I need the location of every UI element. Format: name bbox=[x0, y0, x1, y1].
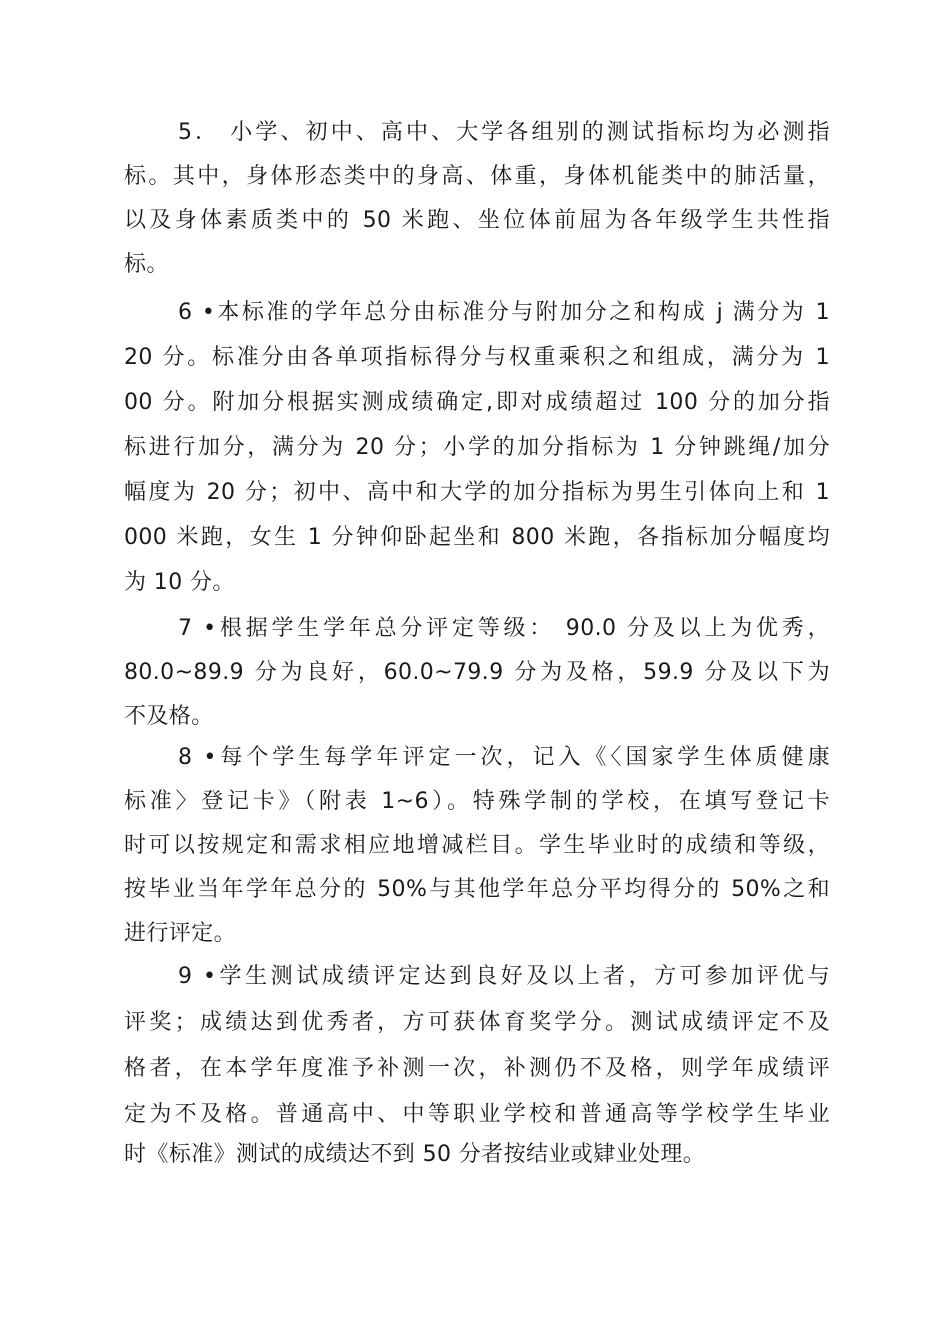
text-line: 时《标准》测试的成绩达不到 50 分者按结业或肄业处理。 bbox=[124, 1142, 706, 1167]
text-line: 进行评定。 bbox=[124, 921, 237, 946]
text-line: 7 •根据学生学年总分评定等级： 90.0 分及以上为优秀， bbox=[178, 616, 830, 641]
text-line: 定为不及格。普通高中、中等职业学校和普通高等学校学生毕业 bbox=[124, 1102, 830, 1127]
text-line: 9 •学生测试成绩评定达到良好及以上者，方可参加评优与 bbox=[178, 964, 830, 989]
text-line: 20 分。标准分由各单项指标得分与权重乘积之和组成，满分为 1 bbox=[124, 345, 830, 370]
text-line: 按毕业当年学年总分的 50%与其他学年总分平均得分的 50%之和 bbox=[124, 877, 830, 902]
text-line: 80.0~89.9 分为良好，60.0~79.9 分为及格，59.9 分及以下为 bbox=[124, 660, 830, 685]
text-line: 8 •每个学生每学年评定一次，记入《〈国家学生体质健康 bbox=[178, 745, 830, 770]
text-line: 标进行加分，满分为 20 分；小学的加分指标为 1 分钟跳绳/加分 bbox=[124, 435, 830, 460]
text-line: 以及身体素质类中的 50 米跑、坐位体前屈为各年级学生共性指 bbox=[124, 208, 830, 233]
text-line: 标准〉登记卡》（附表 1~6）。特殊学制的学校，在填写登记卡 bbox=[124, 789, 830, 814]
text-line: 6 •本标准的学年总分由标准分与附加分之和构成 j 满分为 1 bbox=[178, 300, 830, 325]
text-line: 00 分。附加分根据实测成绩确定,即对成绩超过 100 分的加分指 bbox=[124, 390, 830, 415]
text-line: 格者，在本学年度准予补测一次，补测仍不及格，则学年成绩评 bbox=[124, 1056, 830, 1081]
text-line: 不及格。 bbox=[124, 704, 214, 729]
text-line: 000 米跑，女生 1 分钟仰卧起坐和 800 米跑，各指标加分幅度均 bbox=[124, 525, 830, 550]
text-line: 时可以按规定和需求相应地增减栏目。学生毕业时的成绩和等级， bbox=[124, 833, 830, 858]
text-line: 5． 小学、初中、高中、大学各组别的测试指标均为必测指 bbox=[178, 120, 830, 145]
text-line: 标。 bbox=[124, 252, 169, 277]
text-line: 为 10 分。 bbox=[124, 570, 235, 595]
text-line: 标。其中，身体形态类中的身高、体重，身体机能类中的肺活量， bbox=[124, 164, 830, 189]
text-line: 评奖；成绩达到优秀者，方可获体育奖学分。测试成绩评定不及 bbox=[124, 1010, 830, 1035]
text-line: 幅度为 20 分；初中、高中和大学的加分指标为男生引体向上和 1 bbox=[124, 480, 830, 505]
